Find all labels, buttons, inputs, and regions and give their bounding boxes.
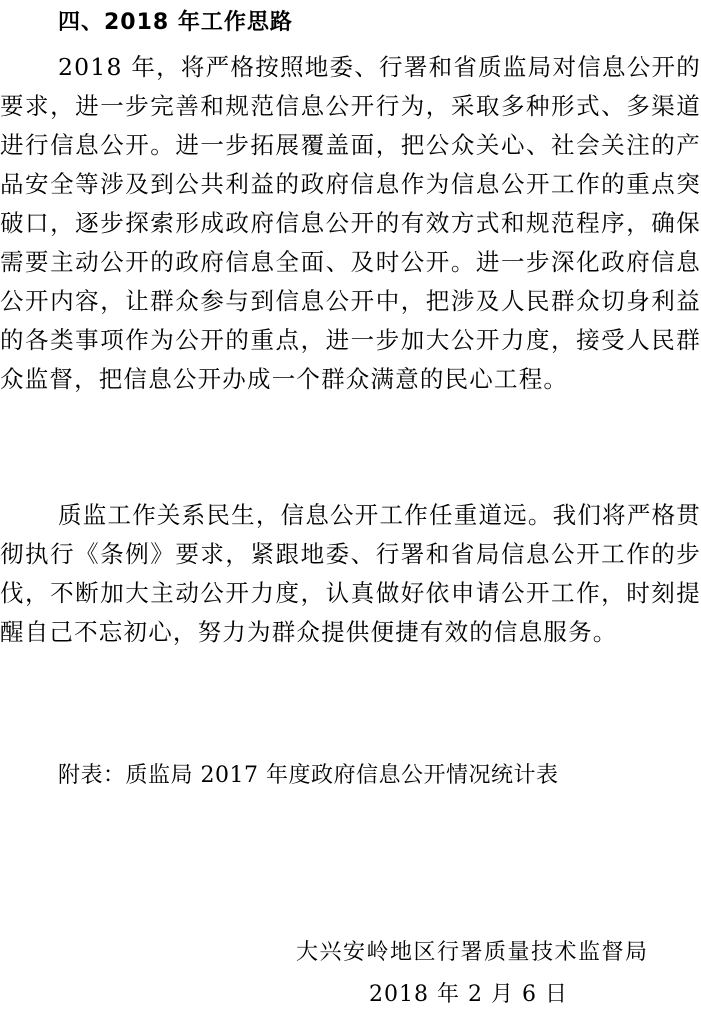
attachment-note: 附表：质监局 2017 年度政府信息公开情况统计表 <box>58 763 559 788</box>
paragraph-commitment: 质监工作关系民生，信息公开工作任重道远。我们将严格贯彻执行《条例》要求，紧跟地委、行署和省局信息公开工作的步伐，不断加大主动公开力度，认真做好依申请公开工作，时刻提醒自己不忘初心，努力为群众提供便捷有效的信息服务。 <box>0 501 701 646</box>
section-heading: 四、2018 年工作思路 <box>58 10 293 35</box>
paragraph-work-plan: 2018 年，将严格按照地委、行署和省质监局对信息公开的要求，进一步完善和规范信息公开行为，采取多种形式、多渠道进行信息公开。进一步拓展覆盖面，把公众关心、社会关注的产品安全等涉及到公共利益的政府信息作为信息公开工作的重点突破口，逐步探索形成政府信息公开的有效方式和规范程序，确保需要主动公开的政府信息全面、及时公开。进一步深化政府信息公开内容，让群众参与到信息公开中，把涉及人民群众切身利益的各类事项作为公开的重点，进一步加大公开力度，接受人民群众监督，把信息公开办成一个群众满意的民心工程。 <box>0 53 701 393</box>
issue-date: 2018 年 2 月 6 日 <box>369 982 568 1007</box>
issuing-organization: 大兴安岭地区行署质量技术监督局 <box>296 940 649 965</box>
